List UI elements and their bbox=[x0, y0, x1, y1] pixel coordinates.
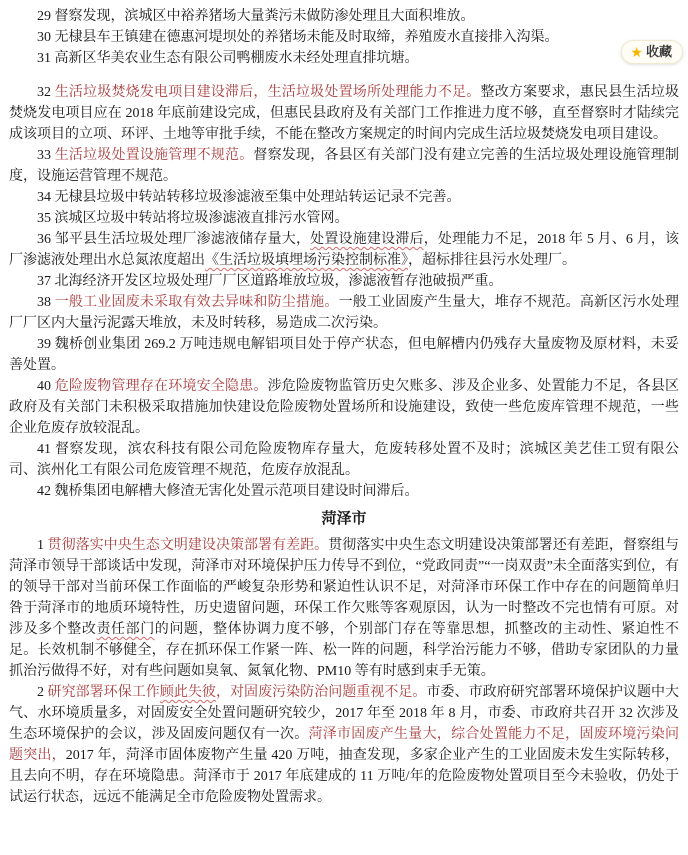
text-run: 37 北海经济开发区垃圾处理厂厂区道路堆放垃圾，渗滤液暂存池破损严重。 bbox=[37, 274, 503, 289]
text-run: 生活垃圾焚烧发电项目建设滞后，生活垃圾处置场所处理能力不足。 bbox=[54, 85, 481, 100]
paragraph-30 bbox=[9, 27, 679, 48]
text-run: 39 魏桥创业集团 269.2 万吨违规电解铝项目处于停产状态，但电解槽内仍残存大量废物及原材料，未妥善处置。 bbox=[9, 337, 679, 373]
text-run: 研究部署环保工作 bbox=[47, 685, 160, 700]
paragraph-40 bbox=[9, 376, 679, 439]
text-run: 41 督察发现，滨农科技有限公司危险废物库存量大，危废转移处置不及时；滨城区美艺佳工贸有限公司、滨州化工有限公司危废管理不规范，危废存放混乱。 bbox=[9, 442, 679, 478]
paragraph-heze-1 bbox=[9, 535, 679, 682]
text-run: 处置设施建设滞后 bbox=[310, 232, 424, 247]
text-run: 市委、市政府研究部署环境保护议题中大气、水环境质量多，对固废安全处置问题研究较少，2017 年至 2018 年 8 月，市委、市政府共召开 32 次涉及生态环境保护的会议，涉及固废问题仅有一次。 bbox=[9, 685, 680, 742]
text-run: 督察发现，各县区有关部门没有建立完善的生活垃圾处理设施管理制度，设施运营管理不规范。 bbox=[9, 148, 680, 184]
text-run: ，对固废污染防治问题重视不足。 bbox=[215, 685, 427, 700]
section-heading-heze bbox=[9, 509, 679, 530]
paragraph-42 bbox=[9, 481, 679, 502]
text-run: 1 bbox=[37, 538, 48, 553]
text-run: 2017 年，菏泽市固体废物产生量 420 万吨，抽查发现，多家企业产生的工业固废未发生实际转移，且去向不明，存在环境隐患。菏泽市于 2017 年底建成的 11 万吨/年的危险废物处置项目至今未验收，仍处于试运行状态，远远不能满足全市危险废物处置需求。 bbox=[9, 748, 680, 805]
favorite-button[interactable] bbox=[621, 40, 683, 64]
text-run: ，处理能力不足，2018 年 5 月、6 月，该厂渗滤液处理出水总氮浓度超出 bbox=[9, 232, 680, 268]
text-run: 生活垃圾处置设施管理不规范。 bbox=[54, 148, 254, 163]
favorite-label: 收藏 bbox=[645, 44, 672, 59]
text-run: 顾此失彼 bbox=[159, 685, 216, 700]
paragraph-34 bbox=[9, 187, 679, 208]
text-run: 40 bbox=[37, 379, 55, 394]
paragraph-39 bbox=[9, 334, 679, 376]
text-run: 38 bbox=[37, 295, 55, 310]
paragraph-41 bbox=[9, 439, 679, 481]
text-run: 42 魏桥集团电解槽大修渣无害化处置示范项目建设时间滞后。 bbox=[37, 484, 419, 499]
paragraph-37 bbox=[9, 271, 679, 292]
star-icon: ★ bbox=[630, 44, 643, 60]
text-run: 菏泽市固废产生量大，综合处置能力不足，固废环境污染问题突出， bbox=[9, 727, 680, 763]
paragraph-36 bbox=[9, 229, 679, 271]
text-run: 32 bbox=[37, 85, 55, 100]
paragraph-31 bbox=[9, 48, 679, 69]
paragraph-heze-2 bbox=[9, 682, 679, 808]
text-run: 一般工业固废产生量大，堆存不规范。高新区污水处理厂厂区内大量污泥露天堆放，未及时转移，易造成二次污染。 bbox=[9, 295, 680, 331]
text-run: 2 bbox=[37, 685, 48, 700]
text-run: 36 邹平县生活垃圾处理厂渗滤液储存量大， bbox=[37, 232, 311, 247]
text-run: ，超标排往县污水处理厂。 bbox=[408, 253, 576, 268]
paragraph-32 bbox=[9, 82, 679, 145]
text-run: 35 滨城区垃圾中转站将垃圾渗滤液直排污水管网。 bbox=[37, 211, 349, 226]
text-run: 30 无棣县车王镇建在德惠河堤坝处的养猪场未能及时取缔，养殖废水直接排入沟渠。 bbox=[37, 30, 559, 45]
text-run: 菏泽市 bbox=[321, 511, 367, 527]
text-run: 责任部门 bbox=[96, 622, 155, 637]
text-run: 《生活垃圾填埋场污染控制标准》 bbox=[205, 253, 408, 268]
paragraph-29 bbox=[9, 6, 679, 27]
text-run: 34 无棣县垃圾中转站转移垃圾渗滤液至集中处理站转运记录不完善。 bbox=[37, 190, 461, 205]
text-run: 整改方案要求，惠民县生活垃圾焚烧发电项目应在 2018 年底前建设完成，但惠民县政府及有关部门工作推进力度不够，直至督察时才陆续完成该项目的立项、环评、土地等审批手续，不能在整改方案规定的时间内完成生活垃圾焚烧发电项目建设。 bbox=[9, 85, 680, 142]
text-run: 贯彻落实中央生态文明建设决策部署还有差距，督察组与菏泽市领导干部谈话中发现，菏泽市对环境保护压力传导不到位，“党政同责”“一岗双责”未全面落实到位，有的领导干部对当前环保工作面临的严峻复杂形势和紧迫性认识不足，对菏泽市环保工作中存在的问题简单归咎于菏泽市的地质环境特性，历史遗留问题，环保工作欠账等客观原因，认为一时整改不完也情有可原。对涉及多个整改 bbox=[9, 538, 680, 637]
paragraph-38 bbox=[9, 292, 679, 334]
text-run: 贯彻落实中央生态文明建设决策部署有差距。 bbox=[47, 538, 329, 553]
text-run: 危险废物管理存在环境安全隐患。 bbox=[54, 379, 268, 394]
text-run: 33 bbox=[37, 148, 55, 163]
text-run: 的问题，整体协调力度不够，个别部门存在等靠思想，抓整改的主动性、紧迫性不足。长效机制不够健全，存在抓环保工作紧一阵、松一阵的问题，科学治污能力不够，借助专家团队的力量抓治污做得不好，对有些问题如臭氧、氮氧化物、PM10 等有时感到束手无策。 bbox=[9, 622, 680, 679]
paragraph-33 bbox=[9, 145, 679, 187]
text-run: 涉危险废物监管历史欠账多、涉及企业多、处置能力不足，各县区政府及有关部门未积极采取措施加快建设危险废物处置场所和设施建设，致使一些危废库管理不规范，一些企业危废存放较混乱。 bbox=[9, 379, 680, 436]
paragraph-35 bbox=[9, 208, 679, 229]
text-run: 29 督察发现，滨城区中裕养猪场大量粪污未做防渗处理且大面积堆放。 bbox=[37, 9, 475, 24]
text-run: 31 高新区华美农业生态有限公司鸭棚废水未经处理直排坑塘。 bbox=[37, 51, 419, 66]
text-run: 一般工业固废未采取有效去异味和防尘措施。 bbox=[54, 295, 339, 310]
